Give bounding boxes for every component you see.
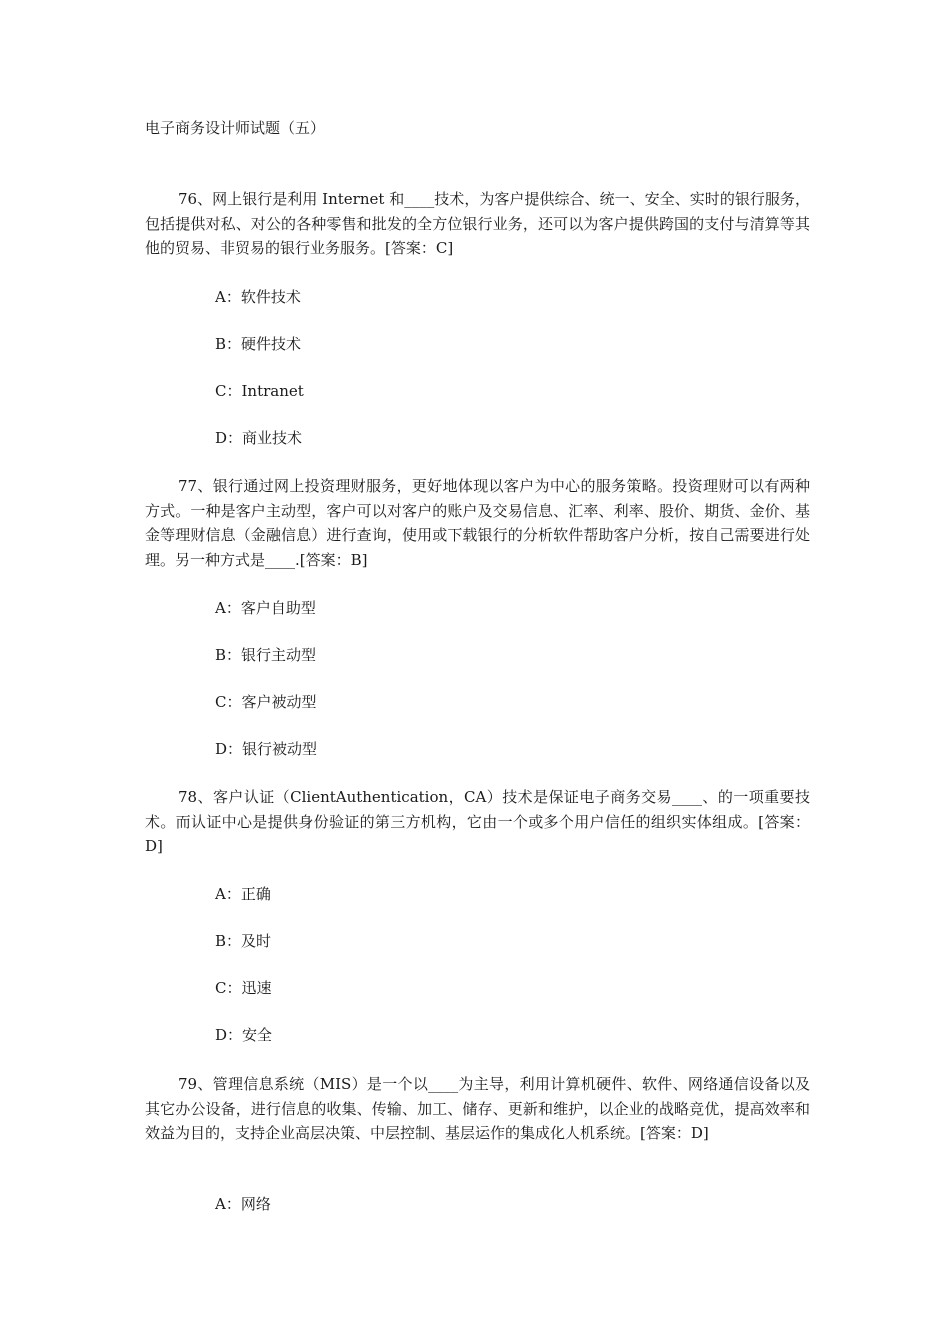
question-76-text: 76、网上银行是利用 Internet 和____技术，为客户提供综合、统一、安全、实时的银行服务，包括提供对私、对公的各种零售和批发的全方位银行业务，还可以为客户提供跨国的支付与清算等其他的贸易、非贸易的银行业务服务。[答案：C] xyxy=(145,190,810,257)
question-79-option-a: A：网络 xyxy=(215,1195,271,1213)
question-77-option-b: B：银行主动型 xyxy=(215,646,317,664)
question-77-option-a: A：客户自助型 xyxy=(215,599,316,617)
question-76-option-a: A：软件技术 xyxy=(215,288,301,306)
question-76-option-d: D：商业技术 xyxy=(215,429,303,447)
question-76-option-c: C：Intranet xyxy=(215,382,304,400)
question-77-text: 77、银行通过网上投资理财服务，更好地体现以客户为中心的服务策略。投资理财可以有两种方式。一种是客户主动型，客户可以对客户的账户及交易信息、汇率、利率、股价、期货、金价、基金等理财信息（金融信息）进行查询，使用或下载银行的分析软件帮助客户分析，按自己需要进行处理。另一种方式是____.[答案：B] xyxy=(145,477,810,569)
question-78-option-c: C：迅速 xyxy=(215,979,272,997)
question-79-text: 79、管理信息系统（MIS）是一个以____为主导，利用计算机硬件、软件、网络通信设备以及其它办公设备，进行信息的收集、传输、加工、储存、更新和维护，以企业的战略竞优，提高效率和效益为目的，支持企业高层决策、中层控制、基层运作的集成化人机系统。[答案：D] xyxy=(145,1075,810,1142)
question-77-option-d: D：银行被动型 xyxy=(215,740,318,758)
question-77-option-c: C：客户被动型 xyxy=(215,693,317,711)
question-76-option-b: B：硬件技术 xyxy=(215,335,302,353)
question-78-text: 78、客户认证（ClientAuthentication，CA）技术是保证电子商务交易____、的一项重要技术。而认证中心是提供身份验证的第三方机构，它由一个或多个用户信任的组织实体组成。[答案：D] xyxy=(145,788,810,855)
question-78-option-a: A：正确 xyxy=(215,885,271,903)
document-title: 电子商务设计师试题（五） xyxy=(145,119,326,137)
question-78-option-d: D：安全 xyxy=(215,1026,273,1044)
question-78-option-b: B：及时 xyxy=(215,932,272,950)
